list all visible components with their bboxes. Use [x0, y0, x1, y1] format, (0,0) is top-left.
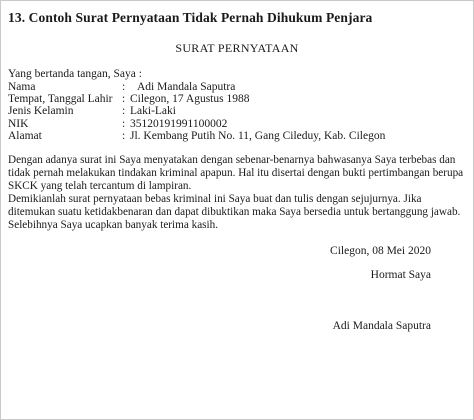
field-label: Alamat — [8, 129, 42, 142]
field-value: Jl. Kembang Putih No. 11, Gang Cileduy, Kab. Cilegon — [130, 129, 386, 142]
field-value: 35120191991100002 — [130, 117, 228, 130]
field-separator: : — [122, 105, 126, 118]
field-value: Cilegon, 17 Agustus 1988 — [130, 93, 250, 106]
closing-paragraph: Demikianlah surat pernyataan bebas kriminal ini Saya buat dan tulis dengan sejujurnya. Jika ditemukan suatu ketidakbenaran dan dapat dibuktikan maka Saya bersedia untuk bertanggung jawab. Selebihnya Saya ucapkan banyak terima kasih. — [8, 193, 461, 231]
field-value: Laki-Laki — [130, 105, 176, 118]
place-date: Cilegon, 08 Mei 2020 — [330, 245, 431, 257]
field-label: Jenis Kelamin — [8, 105, 74, 118]
field-separator: : — [122, 93, 126, 106]
field-separator: : — [122, 117, 126, 130]
field-label: Tempat, Tanggal Lahir — [8, 93, 113, 106]
field-label: NIK — [8, 117, 29, 130]
field-separator: : — [122, 81, 126, 93]
intro-line: Yang bertanda tangan, Saya : — [8, 68, 142, 80]
signer-name: Adi Mandala Saputra — [332, 320, 431, 332]
field-label: Nama — [8, 81, 36, 93]
field-value: Adi Mandala Saputra — [137, 81, 236, 93]
field-separator: : — [122, 129, 126, 142]
letter-title: SURAT PERNYATAAN — [175, 41, 299, 55]
closing-salutation: Hormat Saya — [370, 269, 431, 281]
document-heading: 13. Contoh Surat Pernyataan Tidak Pernah Dihukum Penjara — [8, 10, 373, 25]
statement-paragraph: Dengan adanya surat ini Saya menyatakan dengan sebenar-benarnya bahwasanya Saya terbebas dan tidak pernah melakukan tindakan kriminal apapun. Hal itu disertai dengan bukti pertimbangan berupa SKCK yang telah tercantum di lampiran. — [8, 154, 464, 192]
